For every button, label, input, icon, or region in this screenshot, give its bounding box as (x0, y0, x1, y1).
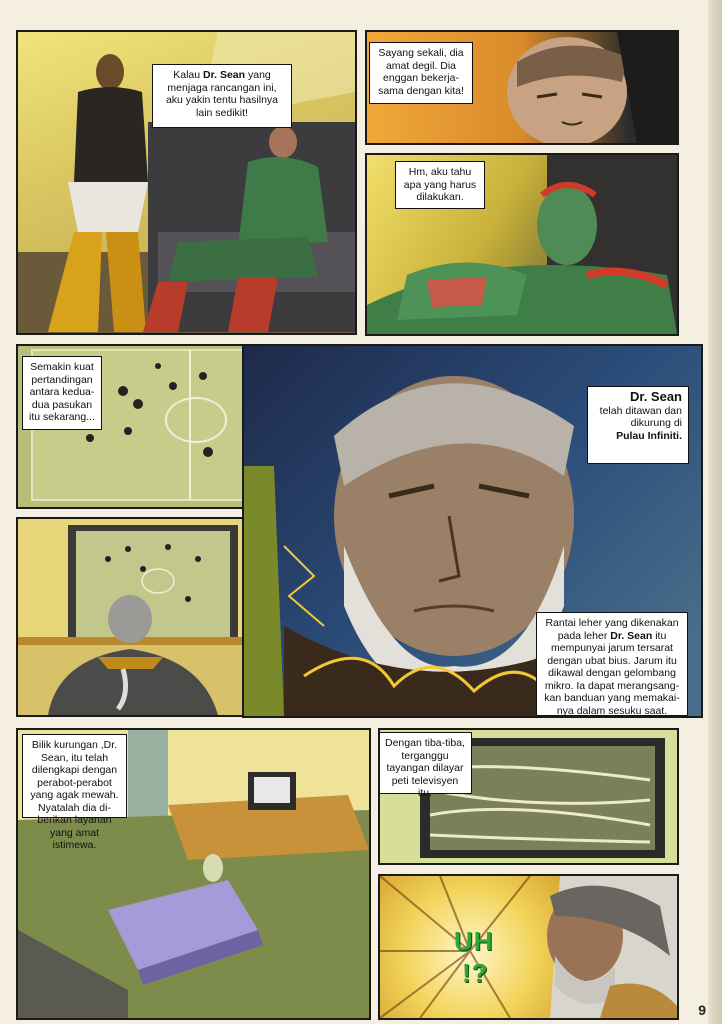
panel-5-art (18, 519, 264, 715)
page-binding (708, 0, 722, 1024)
sfx-uh: UH (454, 926, 494, 956)
caption-place: Pulau Infiniti. (616, 429, 682, 442)
caption-panel-1 (152, 64, 292, 128)
caption-text: yang menjaga rancangan ini, aku yakin tentu hasilnya lain sedikit! (165, 69, 279, 119)
panel-3 (365, 153, 679, 336)
caption-panel-8: Dengan tiba-tiba, terganggu tayangan dilayar peti televisyen itu. (378, 732, 472, 794)
page-number: 9 (698, 1002, 706, 1018)
caption-text: telah ditawan dan dikurung di (599, 404, 682, 429)
caption-panel-7: Bilik kurungan ,Dr. Sean, itu telah dilengkapi dengan perabot-perabot yang agak mewah. Nyatalah dia di-berikan layanan yang amat istimewa. (22, 734, 127, 818)
caption-text: Kalau (173, 69, 204, 81)
caption-name: Dr. Sean (610, 629, 653, 642)
caption-panel-3: Hm, aku tahu apa yang harus dilakukan. (395, 161, 485, 209)
panel-9-art (380, 876, 677, 1018)
sfx-exclaim: !? (462, 958, 489, 988)
caption-panel-4: Semakin kuat pertandingan antara kedua-dua pasukan itu sekarang... (22, 356, 102, 430)
caption-panel-2: Sayang sekali, dia amat degil. Dia enggan bekerja-sama dengan kita! (369, 42, 473, 104)
panel-8 (378, 728, 679, 865)
panel-6 (242, 344, 703, 718)
caption-panel-6-collar (536, 612, 688, 716)
caption-panel-6-name (587, 386, 689, 464)
panel-1 (16, 30, 357, 335)
panel-2 (365, 30, 679, 145)
caption-text: Rantai leher yang dikenakan pada leher (545, 617, 679, 642)
caption-text: itu mempunyai jarum tersarat dengan ubat bius. Jarum itu dikawal dengan gelombang mikro. Ia dapat merangsang-kan banduan yang memakai-nya dalam sesuku saat. (544, 629, 680, 717)
panel-7 (16, 728, 371, 1020)
panel-9 (378, 874, 679, 1020)
caption-name: Dr. Sean (629, 389, 682, 404)
panel-5 (16, 517, 266, 717)
caption-name: Dr. Sean (203, 69, 246, 81)
